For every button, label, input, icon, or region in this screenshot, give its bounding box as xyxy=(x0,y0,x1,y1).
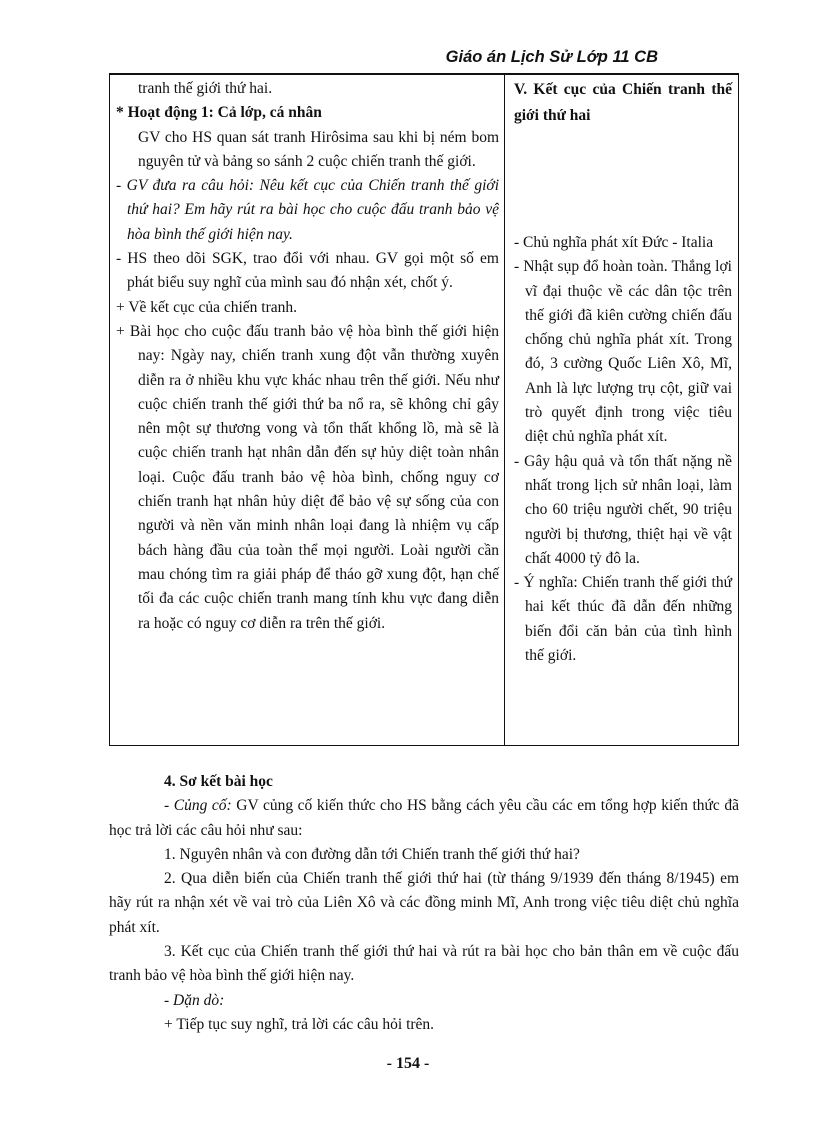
page-number: - 154 - xyxy=(386,1055,430,1072)
question-3: 3. Kết cục của Chiến tranh thế giới thứ hai và rút ra bài học cho bản thân em về cuộc đấu tranh bảo vệ hòa bình thế giới hiện nay. xyxy=(109,943,739,985)
column-divider xyxy=(504,73,505,745)
question-2: 2. Qua diễn biến của Chiến tranh thế giới thứ hai (từ tháng 9/1939 đến tháng 8/1945) em hãy rút ra nhận xét về vai trò của Liên Xô và các đồng minh Mĩ, Anh trong việc tiêu diệt chủ nghĩa phát xít. xyxy=(109,870,739,936)
summary-heading: 4. Sơ kết bài học xyxy=(164,773,273,790)
fascism-point: - Chủ nghĩa phát xít Đức - Italia xyxy=(514,234,714,251)
spacer xyxy=(514,129,732,231)
activity-title: * Hoạt động 1: Cả lớp, cá nhân xyxy=(116,104,322,122)
consolidate-label: - Củng cố: xyxy=(164,797,232,815)
section-heading: V. Kết cục của Chiến tranh thế giới thứ hai xyxy=(514,81,732,124)
point-lesson: + Bài học cho cuộc đấu tranh bảo vệ hòa bình thế giới hiện nay: Ngày nay, chiến tranh xung đột vẫn thường xuyên diễn ra ở nhiều khu vực khác nhau trên thế giới. Nếu như cuộc chiến tranh thế giới thứ ba nổ ra, sẽ không chỉ gây nên một sự thương vong và tổn thất khổng lồ, mà sẽ là cuộc chiến tranh hạt nhân dẫn đến sự hủy diệt toàn nhân loại. Cuộc đấu tranh bảo vệ hòa bình, chống nguy cơ chiến tranh hạt nhân hủy diệt để bảo vệ sự sống của con người và nền văn minh nhân loại đang là nhiệm vụ cấp bách hàng đầu của toàn thể mọi người. Loài người cần mau chóng tìm ra giải pháp để tháo gỡ xung đột, hạn chế tối đa các cuộc chiến tranh mang tính khu vực đang diễn ra hoặc có nguy cơ diễn ra trên thế giới. xyxy=(116,322,499,632)
table-top-rule xyxy=(109,73,739,75)
consolidate-paragraph xyxy=(109,794,739,843)
teacher-student-activities-column xyxy=(116,77,499,636)
homework-item: + Tiếp tục suy nghĩ, trả lời các câu hỏi trên. xyxy=(164,1015,435,1033)
japan-point: - Nhật sụp đổ hoàn toàn. Thắng lợi vĩ đại thuộc về các dân tộc trên thế giới đã kiên cường chiến đấu chống chủ nghĩa phát xít. Trong đó, 3 cường Quốc Liên Xô, Mĩ, Anh là lực lượng trụ cột, giữ vai trò quyết định trong việc tiêu diệt chủ nghĩa phát xít. xyxy=(514,258,732,446)
homework-label: - Dặn dò: xyxy=(164,991,225,1009)
consequence-point: - Gây hậu quả và tổn thất nặng nề nhất trong lịch sử nhân loại, làm cho 60 triệu người chết, 90 triệu người bị thương, thiệt hại về vật chất 4000 tỷ đô la. xyxy=(514,452,732,567)
consolidate-text: GV củng cố kiến thức cho HS bằng cách yêu cầu các em tổng hợp kiến thức đã học trả lời các câu hỏi như sau: xyxy=(109,797,739,839)
lesson-summary xyxy=(109,770,739,1037)
meaning-point: - Ý nghĩa: Chiến tranh thế giới thứ hai kết thúc đã dẫn đến những biến đổi căn bản của tình hình thế giới. xyxy=(514,574,732,665)
question-1: 1. Nguyên nhân và con đường dẫn tới Chiến tranh thế giới thứ hai? xyxy=(164,845,580,863)
carryover-text: tranh thế giới thứ hai. xyxy=(138,80,273,97)
student-activity: - HS theo dõi SGK, trao đổi với nhau. GV gọi một số em phát biểu suy nghĩ của mình sau đó nhận xét, chốt ý. xyxy=(116,250,499,292)
knowledge-column xyxy=(514,77,732,668)
teacher-question: - GV đưa ra câu hỏi: Nêu kết cục của Chiến tranh thế giới thứ hai? Em hãy rút ra bài học cho cuộc đấu tranh bảo vệ hòa bình thế giới hiện nay. xyxy=(116,177,499,243)
point-outcome: + Về kết cục của chiến tranh. xyxy=(116,298,298,316)
teacher-intro: GV cho HS quan sát tranh Hirôsima sau khi bị ném bom nguyên tử và bảng so sánh 2 cuộc chiến tranh thế giới. xyxy=(138,128,499,170)
lesson-table xyxy=(109,73,739,746)
page-header: Giáo án Lịch Sử Lớp 11 CB xyxy=(445,48,658,66)
